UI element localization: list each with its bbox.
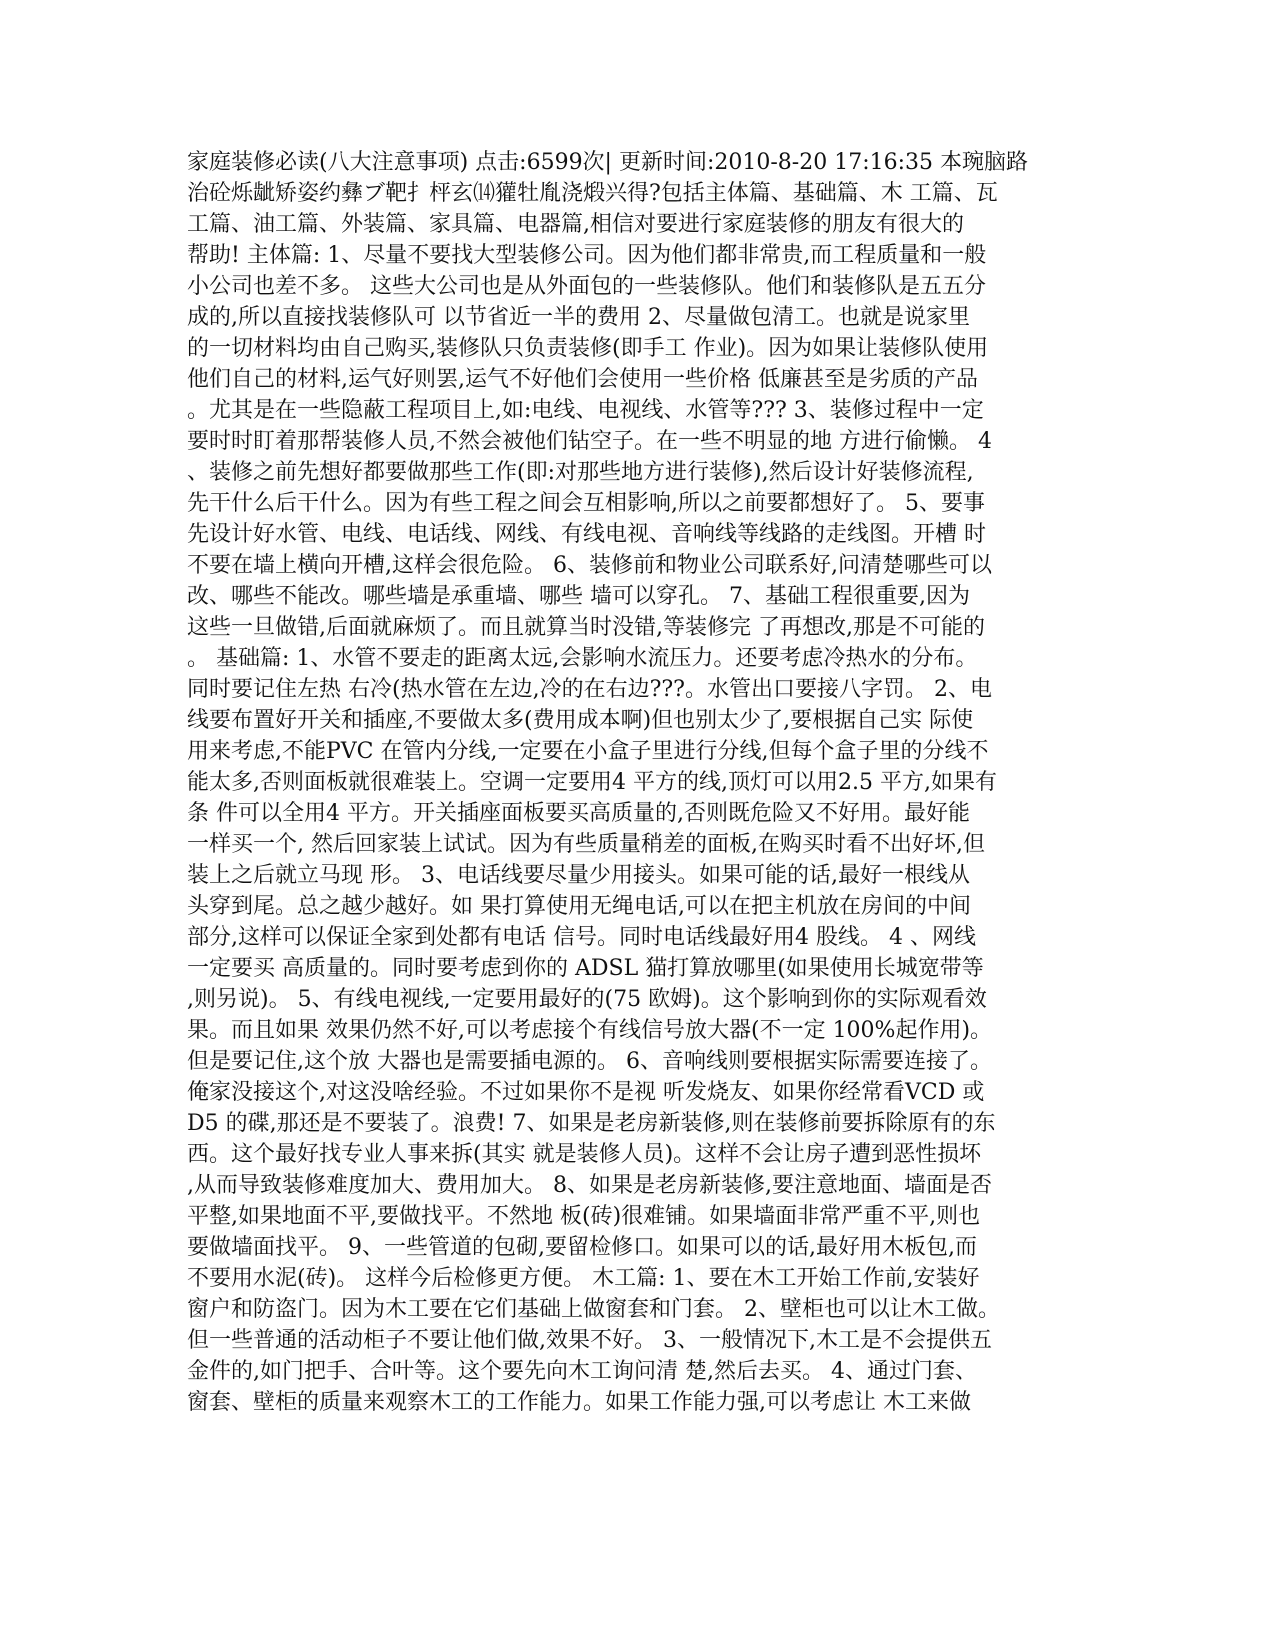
document-text-line: 改、哪些不能改。哪些墙是承重墙、哪些 墙可以穿孔。 7、基础工程很重要,因为 (187, 584, 970, 609)
document-text-line: 能太多,否则面板就很难装上。空调一定要用4 平方的线,顶灯可以用2.5 平方,如果有 (187, 770, 997, 795)
document-text-line: 部分,这样可以保证全家到处都有电话 信号。同时电话线最好用4 股线。 4 、网线 (187, 925, 976, 950)
document-text-line: 的一切材料均由自己购买,装修队只负责装修(即手工 作业)。因为如果让装修队使用 (187, 336, 989, 361)
document-text-line: 治砼烁龇矫姿约彝ブ靶扌枰玄⒁獾牡胤浇煅兴得?包括主体篇、基础篇、木 工篇、瓦 (187, 181, 998, 206)
document-text-line: 俺家没接这个,对这没啥经验。不过如果你不是视 听发烧友、如果你经常看VCD 或 (187, 1080, 985, 1105)
document-text-line: 小公司也差不多。 这些大公司也是从外面包的一些装修队。他们和装修队是五五分 (187, 274, 986, 299)
document-text-line: 。尤其是在一些隐蔽工程项目上,如:电线、电视线、水管等??? 3、装修过程中一定 (187, 398, 984, 423)
document-text-line: 装上之后就立马现 形。 3、电话线要尽量少用接头。如果可能的话,最好一根线从 (187, 863, 970, 888)
document-text-line: 不要在墙上横向开槽,这样会很危险。 6、装修前和物业公司联系好,问清楚哪些可以 (187, 553, 992, 578)
document-text-line: D5 的碟,那还是不要装了。浪费! 7、如果是老房新装修,则在装修前要拆除原有的东 (187, 1111, 996, 1136)
document-text-line: 但一些普通的活动柜子不要让他们做,效果不好。 3、一般情况下,木工是不会提供五 (187, 1328, 992, 1353)
document-text-line: 用来考虑,不能PVC 在管内分线,一定要在小盒子里进行分线,但每个盒子里的分线不 (187, 739, 989, 764)
document-text-line: 一样买一个, 然后回家装上试试。因为有些质量稍差的面板,在购买时看不出好坏,但 (187, 832, 985, 857)
document-text-line: 成的,所以直接找装修队可 以节省近一半的费用 2、尽量做包清工。也就是说家里 (187, 305, 970, 330)
document-text-line: 要做墙面找平。 9、一些管道的包砌,要留检修口。如果可以的话,最好用木板包,而 (187, 1235, 977, 1260)
document-body (187, 147, 1087, 1418)
document-text-line: 这些一旦做错,后面就麻烦了。而且就算当时没错,等装修完 了再想改,那是不可能的 (187, 615, 985, 640)
document-text-line: 条 件可以全用4 平方。开关插座面板要买高质量的,否则既危险又不好用。最好能 (187, 801, 970, 826)
document-text-line: 同时要记住左热 右冷(热水管在左边,冷的在右边???。水管出口要接八字罚。 2、电 (187, 677, 992, 702)
document-text-line: ,则另说)。 5、有线电视线,一定要用最好的(75 欧姆)。这个影响到你的实际观看效 (187, 987, 987, 1012)
document-text-line: 要时时盯着那帮装修人员,不然会被他们钻空子。在一些不明显的地 方进行偷懒。 4 (187, 429, 992, 454)
document-text-line: 平整,如果地面不平,要做找平。不然地 板(砖)很难铺。如果墙面非常严重不平,则也 (187, 1204, 981, 1229)
document-text-line: 窗户和防盗门。因为木工要在它们基础上做窗套和门套。 2、壁柜也可以让木工做。 (187, 1297, 1000, 1322)
document-text-line: 。 基础篇: 1、水管不要走的距离太远,会影响水流压力。还要考虑冷热水的分布。 (187, 646, 978, 671)
document-text-line: 果。而且如果 效果仍然不好,可以考虑接个有线信号放大器(不一定 100%起作用)。 (187, 1018, 993, 1043)
document-text-line: 头穿到尾。总之越少越好。如 果打算使用无绳电话,可以在把主机放在房间的中间 (187, 894, 971, 919)
document-text-line: ,从而导致装修难度加大、费用加大。 8、如果是老房新装修,要注意地面、墙面是否 (187, 1173, 992, 1198)
document-text-line: 先干什么后干什么。因为有些工程之间会互相影响,所以之前要都想好了。 5、要事 (187, 491, 985, 516)
document-text-line: 工篇、油工篇、外装篇、家具篇、电器篇,相信对要进行家庭装修的朋友有很大的 (187, 212, 964, 237)
document-text-line: 线要布置好开关和插座,不要做太多(费用成本啊)但也别太少了,要根据自己实 际使 (187, 708, 974, 733)
document-text-line: 先设计好水管、电线、电话线、网线、有线电视、音响线等线路的走线图。开槽 时 (187, 522, 986, 547)
document-text-line: 不要用水泥(砖)。 这样今后检修更方便。 木工篇: 1、要在木工开始工作前,安装好 (187, 1266, 980, 1291)
document-text-line: 但是要记住,这个放 大器也是需要插电源的。 6、音响线则要根据实际需要连接了。 (187, 1049, 992, 1074)
document-text-line: 帮助! 主体篇: 1、尽量不要找大型装修公司。因为他们都非常贵,而工程质量和一般 (187, 243, 987, 268)
document-text-line: 窗套、壁柜的质量来观察木工的工作能力。如果工作能力强,可以考虑让 木工来做 (187, 1390, 971, 1415)
document-text-line: 家庭装修必读(八大注意事项) 点击:6599次| 更新时间:2010-8-20 17:16:35 本琬脑路 (187, 150, 1029, 175)
document-text-line: 金件的,如门把手、合叶等。这个要先向木工询问清 楚,然后去买。 4、通过门套、 (187, 1359, 977, 1384)
document-text-line: 、装修之前先想好都要做那些工作(即:对那些地方进行装修),然后设计好装修流程, (187, 460, 974, 485)
document-text-line: 一定要买 高质量的。同时要考虑到你的 ADSL 猫打算放哪里(如果使用长城宽带等 (187, 956, 984, 981)
document-text-line: 他们自己的材料,运气好则罢,运气不好他们会使用一些价格 低廉甚至是劣质的产品 (187, 367, 978, 392)
document-text-line: 西。这个最好找专业人事来拆(其实 就是装修人员)。这样不会让房子遭到恶性损坏 (187, 1142, 982, 1167)
